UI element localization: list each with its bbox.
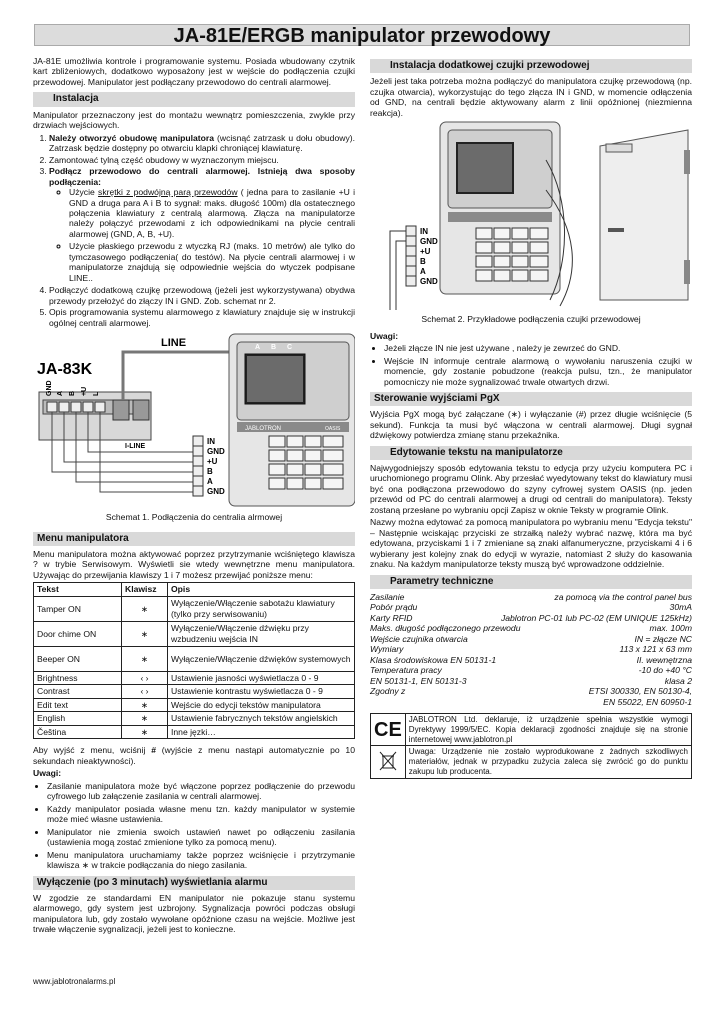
right-column bbox=[370, 56, 692, 779]
schematic-2-drawing bbox=[370, 120, 692, 310]
table-row: Brightness ‹ › Ustawienie jasności wyświetlacza 0 - 9 bbox=[34, 671, 355, 684]
caption-schematic-2: Schemat 2. Przykładowe podłączenia czujki przewodowej bbox=[421, 314, 641, 325]
notes-label: Uwagi: bbox=[370, 330, 399, 341]
oasis-label: OASIS bbox=[325, 426, 341, 433]
param-row: Karty RFID Jablotron PC-01 lub PC-02 (EM UNIQUE 125kHz) bbox=[370, 612, 692, 623]
install-heading: Instalacja bbox=[33, 92, 355, 106]
param-row: Wejście czujnika otwarcia IN = złącze NC bbox=[370, 633, 692, 644]
table-row: Edit text ∗ Wejście do edycji tekstów manipulatora bbox=[34, 698, 355, 711]
params-list bbox=[370, 592, 692, 707]
table-row: Door chime ON ∗ Wyłączenie/Włączenie dźwięku przy wzbudzeniu wejścia IN bbox=[34, 621, 355, 646]
param-row: Pobór prądu 30mA bbox=[370, 602, 692, 613]
pin-b: B bbox=[207, 467, 213, 477]
pgx-heading: Sterowanie wyjściami PgX bbox=[370, 392, 692, 406]
pin-a: A bbox=[420, 267, 426, 277]
table-row: Beeper ON ∗ Wyłączenie/Włączenie dźwięków systemowych bbox=[34, 646, 355, 671]
table-row: Uwaga: Urządzenie nie zostało wyprodukowane z żadnych szkodliwych materiałów, jednak w przypadku zużycia zaleca się zwrócić go do punktu zakupu lub producenta. bbox=[371, 746, 692, 778]
footer-url: www.jablotronalarms.pl bbox=[33, 977, 116, 986]
certification-table bbox=[370, 713, 692, 779]
pin-gnd-2: GND bbox=[420, 277, 438, 287]
step-5: 5. Opis programowania systemu alarmowego z klawiatury znajduje się w instrukcji ogólnej centrali alarmowej. bbox=[49, 307, 355, 328]
step-4: 4. Podłączyć dodatkową czujkę przewodową (jeżeli jest wykorzystywana) obydwa przewody przełożyć do złączy IN i GND. Zob. schemat nr 2. bbox=[49, 285, 355, 306]
pin-b: B bbox=[420, 257, 426, 267]
schematic-1-drawing bbox=[33, 332, 355, 508]
edit-heading: Edytowanie tekstu na manipulatorze bbox=[370, 446, 692, 460]
table-row: Čeština ∗ Inne jęzki… bbox=[34, 725, 355, 738]
list-item: • Jeżeli złącze IN nie jest używane , należy je zewrzeć do GND. bbox=[384, 343, 692, 353]
param-row: Zasilanie za pomocą via the control panel bus bbox=[370, 591, 692, 602]
list-item: • Każdy manipulator posiada własne menu tzn. każdy manipulator w systemie może mieć własne ustawienia. bbox=[47, 804, 355, 825]
terminal-a: A bbox=[57, 391, 64, 397]
step-1: 1. Należy otworzyć obudowę manipulatora (wcisnąć zatrzask u dołu obudowy). Zatrzask będzie dostępny po otwarciu klapki chroniącej klawiaturę. bbox=[49, 133, 355, 154]
off-heading: Wyłączenie (po 3 minutach) wyświetlania alarmu bbox=[33, 876, 355, 890]
table-row: English ∗ Ustawienie fabrycznych tekstów angielskich bbox=[34, 712, 355, 725]
table-row: CE JABLOTRON Ltd. deklaruje, iż urządzenie spełnia wszystkie wymogi Dyrektywy 1999/5/EC. Kopia deklaracji zgodności znajduje się na stronie internetowej www.jablotron.pl bbox=[371, 714, 692, 746]
terminal-l: L bbox=[93, 392, 100, 397]
install-text: Manipulator przeznaczony jest do montażu wewnątrz pomieszczenia, zwykle przy drzwiach wejściowych. bbox=[33, 109, 355, 131]
exit-text: Aby wyjść z menu, wciśnij # (wyjście z menu nastąpi automatycznie po 10 sekundach nieaktywności). bbox=[33, 745, 355, 766]
pgx-text: Wyjścia PgX mogą być załączane (∗) i wyłączanie (#) przez długie wciśnięcie (5 sekund). Funkcja ta musi być włączona w centrali alarmowej. Długi sygnał dźwiękowy potwierdza zmianę stanu przekaźnika. bbox=[370, 409, 692, 441]
menu-heading: Menu manipulatora bbox=[33, 532, 355, 546]
table-row: Tamper ON ∗ Wyłączenie/Włączenie sabotażu klawiatury (tylko przy serwisowaniu) bbox=[34, 596, 355, 621]
schematic-1 bbox=[33, 332, 355, 508]
off-text: W zgodzie ze standardami EN manipulator nie pokazuje stanu systemu alarmowego, gdy system jest uzbrojony. Sygnalizacja powróci podczas obsługi manipulatora lub, gdy zostało wywołane opóźnione czasu na wejście. Możliwe jest trwałe włączenie sygnalizacji, jeżeli jest to konieczne. bbox=[33, 892, 355, 935]
pin-a: A bbox=[207, 477, 213, 487]
params-heading: Parametry techniczne bbox=[370, 575, 692, 589]
iline-label: I-LINE bbox=[125, 443, 146, 451]
schematic-2 bbox=[370, 120, 692, 310]
brand-label: JABLOTRON bbox=[245, 426, 282, 433]
notes-list bbox=[47, 781, 355, 871]
edit-text-2: Nazwy można edytować za pomocą manipulatora po wybraniu menu "Edycja tekstu" – Następnie wciskając przyciski ze strzałką należy wybrać nazwę, która ma być edytowana, przyciskami 1 i 7 zmieniane są znaki alfanumeryczne, przyciskami 4 i 6 wybierany jest kolejny znak do edycji w wyrazie, natomiast 2 służy do kasowania znaku. Na każdym manipulatorze teksty muszą być wprowadzone oddzielnie. bbox=[370, 517, 692, 570]
key-top-a: A bbox=[255, 344, 261, 352]
install-steps bbox=[49, 133, 355, 329]
param-row: Wymiary 113 x 121 x 63 mm bbox=[370, 644, 692, 655]
table-row: Contrast ‹ › Ustawienie kontrastu wyświetlacza 0 - 9 bbox=[34, 685, 355, 698]
key-top-c: C bbox=[287, 344, 293, 352]
pin-in: IN bbox=[420, 227, 428, 237]
document-title: JA-81E/ERGB manipulator przewodowy bbox=[34, 24, 690, 46]
caption-schematic-1: Schemat 1. Podłączenia do centralia alrmowej bbox=[105, 512, 283, 523]
pin-gnd-2: GND bbox=[207, 487, 225, 497]
terminal-gnd: GND bbox=[46, 380, 53, 397]
list-item: • Zasilanie manipulatora może być włączone poprzez podłączenie do przewodu cyfrowego lub załączenie zasilania w centrali alarmowej. bbox=[47, 781, 355, 802]
step-2: 2. Zamontować tylną część obudowy w wyznaczonym miejscu. bbox=[49, 155, 355, 165]
param-row: Klasa środowiskowa EN 50131-1 II. wewnętrzna bbox=[370, 654, 692, 665]
menu-text: Menu manipulatora można aktywować poprzez przytrzymanie wciśniętego klawisza ? w trybie Serwisowym. Wyświetli sie wtedy wewnętrzne menu manipulatora. Używając do przewijania klawiszy 1 i 7 możesz przewijać poniższe menu: bbox=[33, 549, 355, 580]
pin-in: IN bbox=[207, 437, 215, 447]
detector-text: Jeżeli jest taka potrzeba można podłączyć do manipulatora czujkę przewodową (np. czujka otwarcia), wykorzystując do tego złącza IN i GND, w momencie odłączenia od GND, na centrali będzie aktywowany alarm z linii opóźnionej (niezmienna reakcja). bbox=[370, 76, 692, 118]
notes-label: Uwagi: bbox=[33, 768, 62, 779]
param-row: Maks. długość podłączonego przewodu max. 100m bbox=[370, 623, 692, 634]
edit-text-1: Najwygodniejszy sposób edytowania tekstu to edycja przy użyciu komputera PC i uruchomionego programu Olink. Aby przesłać wyedytowany tekst do klawiatury musi być ona podłączona przewodowo do szyny cyfrowej system OASIS (np. jeden przewód od PC do centrali alarmowej a drugi od centrali do manipulatora). Teksty zostaną przesłane po wybraniu opcji Zapisz w oknie Teksty w programie Olink. bbox=[370, 462, 692, 515]
detector-heading: Instalacja dodatkowej czujki przewodowej bbox=[370, 59, 692, 73]
step-3: 3. Podłącz przewodowo do centrali alarmowej. Istnieją dwa sposoby podłączenia: ◦ Użycie skrętki z podwójną parą przewodów ( jedna para to zasilanie +U i GND a druga para A i B to sygnał: maks. długość 100m) dla ostatecznego połączenia klawiatury z centralą alarmową. Złącza na manipulatorze należy połączyć przewodami z ich odpowiednikami na płycie centrali alarmowej (GND, A, B, +U). ◦ Użycie płaskiego przewodu z wtyczką RJ (maks. 10 metrów) ale tylko do tymczasowego podłączenia( do testów). Na płycie centrali alarmowej i w manipulatorze znajdują się odpowiednie wejścia do wtyczek podpisane LINE.. bbox=[49, 166, 355, 283]
param-row: Temperatura pracy -10 do +40 °C bbox=[370, 665, 692, 676]
pin-u: +U bbox=[420, 247, 431, 257]
list-item: • Menu manipulatora uruchamiamy także poprzez wciśnięcie i przytrzymanie klawisza ∗ w trakcie podłączania do niego zasilania. bbox=[47, 850, 355, 871]
model-label: JA-83K bbox=[37, 361, 93, 379]
param-row: Zgodny z ETSI 300330, EN 50130-4, bbox=[370, 686, 692, 697]
pin-gnd: GND bbox=[207, 447, 225, 457]
pin-gnd: GND bbox=[420, 237, 438, 247]
ce-mark-icon: CE bbox=[371, 714, 406, 746]
intro-text: JA-81E umożliwia kontrole i programowanie systemu. Posiada wbudowany czytnik kart zbliżeniowych, dodatkowo wyposażony jest w wejście do podłączenia czujki przewodowej. Manipulator jest podłączany przewodowo do centrali alarmowej. bbox=[33, 56, 355, 87]
weee-bin-icon bbox=[371, 746, 406, 778]
list-item: • Manipulator nie zmienia swoich ustawień nawet po odłączeniu zasilania (ustawienia mogą zostać zmienione tylko za pomocą menu). bbox=[47, 827, 355, 848]
table-header: Tekst Klawisz Opis bbox=[34, 583, 355, 596]
param-row: EN 55022, EN 60950-1 bbox=[603, 696, 692, 707]
sub-option-2: ◦ Użycie płaskiego przewodu z wtyczką RJ (maks. 10 metrów) ale tylko do tymczasowego podłączenia( do testów). Na płycie centrali alarmowej i w manipulatorze znajdują się odpowiednie wejścia do wtyczek podpisane LINE.. bbox=[69, 241, 355, 283]
left-column bbox=[33, 56, 355, 937]
list-item: • Wejście IN informuje centrale alarmową o wywołaniu naruszenia czujki w momencie, gdy zostanie pobudzone (reakcja pulsu, tzn., że manipulator pomocniczy nie może sygnalizować trwale otwartych drzwi. bbox=[384, 356, 692, 387]
param-row: EN 50131-1, EN 50131-3 klasa 2 bbox=[370, 675, 692, 686]
terminal-u: +U bbox=[81, 387, 88, 397]
key-top-b: B bbox=[271, 344, 277, 352]
terminal-b: B bbox=[69, 391, 76, 397]
line-label: LINE bbox=[161, 337, 187, 350]
pin-u: +U bbox=[207, 457, 218, 467]
menu-table bbox=[33, 582, 355, 739]
notes-list bbox=[384, 343, 692, 387]
sub-option-1: ◦ Użycie skrętki z podwójną parą przewodów ( jedna para to zasilanie +U i GND a druga para A i B to sygnał: maks. długość 100m) dla ostatecznego połączenia klawiatury z centralą alarmową. Złącza na manipulatorze należy połączyć przewodami z ich odpowiednikami na płycie centrali alarmowej (GND, A, B, +U). bbox=[69, 187, 355, 239]
